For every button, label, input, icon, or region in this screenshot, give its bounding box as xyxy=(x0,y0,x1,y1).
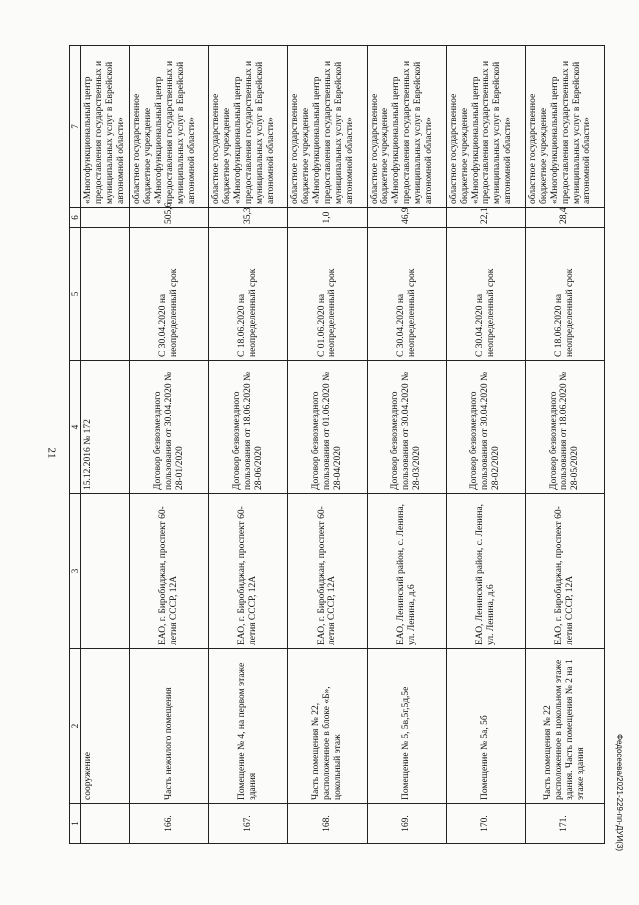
object-name: Помещение № 5а, 5б xyxy=(446,649,525,804)
row-number: 168. xyxy=(288,804,367,844)
agreement-basis: Договор безвозмездного пользования от 18.06.2020 № 28-05/2020 xyxy=(525,361,604,494)
page-number xyxy=(42,0,60,905)
table-row xyxy=(81,46,130,844)
object-address: ЕАО, г. Биробиджан, проспект 60-летия СССР, 12А xyxy=(288,494,367,649)
holder-name: областное государственное бюджетное учреждение «Многофункциональный центр предоставления государственных и муниципальных услуг в Еврейской автономной области» xyxy=(209,46,288,208)
object-address xyxy=(81,494,130,649)
object-address: ЕАО, Ленинский район, с. Ленина, ул. Ленина, д.6 xyxy=(446,494,525,649)
row-number xyxy=(81,804,130,844)
object-address: ЕАО, Ленинский район, с. Ленина, ул. Ленина, д.6 xyxy=(367,494,446,649)
object-name: Часть нежилого помещения xyxy=(130,649,209,804)
agreement-term: С 01.06.2020 на неопределенный срок xyxy=(288,228,367,361)
agreement-term: С 18.06.2020 на неопределенный срок xyxy=(525,228,604,361)
table-row xyxy=(209,46,288,844)
document-table-wrapper xyxy=(69,46,605,844)
area-value: 505,6 xyxy=(130,208,209,228)
column-number: 6 xyxy=(70,208,81,228)
object-address: ЕАО, г. Биробиджан, проспект 60-летия СССР, 12А xyxy=(525,494,604,649)
document-stamp-text: Федосеева/2021-229-пп-ДУИ(3) xyxy=(615,733,625,852)
property-table xyxy=(69,45,605,844)
row-number: 167. xyxy=(209,804,288,844)
agreement-basis: Договор безвозмездного пользования от 18.06.2020 № 28-06/2020 xyxy=(209,361,288,494)
row-number: 169. xyxy=(367,804,446,844)
agreement-basis: Договор безвозмездного пользования от 30.04.2020 № 28-02/2020 xyxy=(446,361,525,494)
area-value: 1,0 xyxy=(288,208,367,228)
column-number: 1 xyxy=(70,804,81,844)
table-row xyxy=(130,46,209,844)
agreement-basis: Договор безвозмездного пользования от 30.04.2020 № 28-01/2020 xyxy=(130,361,209,494)
column-number: 4 xyxy=(70,361,81,494)
holder-name: «Многофункциональный центр предоставления государственных и муниципальных услуг в Еврейской автономной области» xyxy=(81,46,130,208)
row-number: 166. xyxy=(130,804,209,844)
area-value xyxy=(81,208,130,228)
agreement-term: С 30.04.2020 на неопределенный срок xyxy=(130,228,209,361)
object-name: Помещение № 5, 5в,5г,5д,5е xyxy=(367,649,446,804)
column-number: 3 xyxy=(70,494,81,649)
object-name: Помещение № 4, на первом этаже здания xyxy=(209,649,288,804)
agreement-basis: Договор безвозмездного пользования от 30.04.2020 № 28-03/2020 xyxy=(367,361,446,494)
table-row xyxy=(446,46,525,844)
object-name: сооружение xyxy=(81,649,130,804)
agreement-basis: 15.12.2016 № 172 xyxy=(81,361,130,494)
page-number-text: 21 xyxy=(45,447,57,458)
holder-name: областное государственное бюджетное учреждение «Многофункциональный центр предоставления государственных и муниципальных услуг в Еврейской автономной области» xyxy=(367,46,446,208)
agreement-term: С 30.04.2020 на неопределенный срок xyxy=(446,228,525,361)
object-address: ЕАО, г. Биробиджан, проспект 60-летия СССР, 12А xyxy=(130,494,209,649)
agreement-term: С 30.04.2020 на неопределенный срок xyxy=(367,228,446,361)
table-row xyxy=(367,46,446,844)
holder-name: областное государственное бюджетное учреждение «Многофункциональный центр предоставления государственных и муниципальных услуг в Еврейской автономной области» xyxy=(446,46,525,208)
object-name: Часть помещения № 22, расположенное в блоке «Б», цокольный этаж xyxy=(288,649,367,804)
area-value: 28,4 xyxy=(525,208,604,228)
agreement-term: С 18.06.2020 на неопределенный срок xyxy=(209,228,288,361)
table-header-row xyxy=(70,46,81,844)
column-number: 7 xyxy=(70,46,81,208)
column-number: 2 xyxy=(70,649,81,804)
row-number: 171. xyxy=(525,804,604,844)
table-row xyxy=(525,46,604,844)
area-value: 22,1 xyxy=(446,208,525,228)
document-stamp xyxy=(613,0,627,905)
holder-name: областное государственное бюджетное учреждение «Многофункциональный центр предоставления государственных и муниципальных услуг в Еврейской автономной области» xyxy=(130,46,209,208)
holder-name: областное государственное бюджетное учреждение «Многофункциональный центр предоставления государственных и муниципальных услуг в Еврейской автономной области» xyxy=(288,46,367,208)
area-value: 35,3 xyxy=(209,208,288,228)
object-name: Часть помещения № 22 расположенное в цокольном этаже здания. Часть помещения № 2 на 1 этаже здания xyxy=(525,649,604,804)
agreement-term xyxy=(81,228,130,361)
area-value: 46,9 xyxy=(367,208,446,228)
holder-name: областное государственное бюджетное учреждение «Многофункциональный центр предоставления государственных и муниципальных услуг в Еврейской автономной области» xyxy=(525,46,604,208)
table-row xyxy=(288,46,367,844)
agreement-basis: Договор безвозмездного пользования от 01.06.2020 № 28-04/2020 xyxy=(288,361,367,494)
object-address: ЕАО, г. Биробиджан, проспект 60-летия СССР, 12А xyxy=(209,494,288,649)
column-number: 5 xyxy=(70,228,81,361)
row-number: 170. xyxy=(446,804,525,844)
